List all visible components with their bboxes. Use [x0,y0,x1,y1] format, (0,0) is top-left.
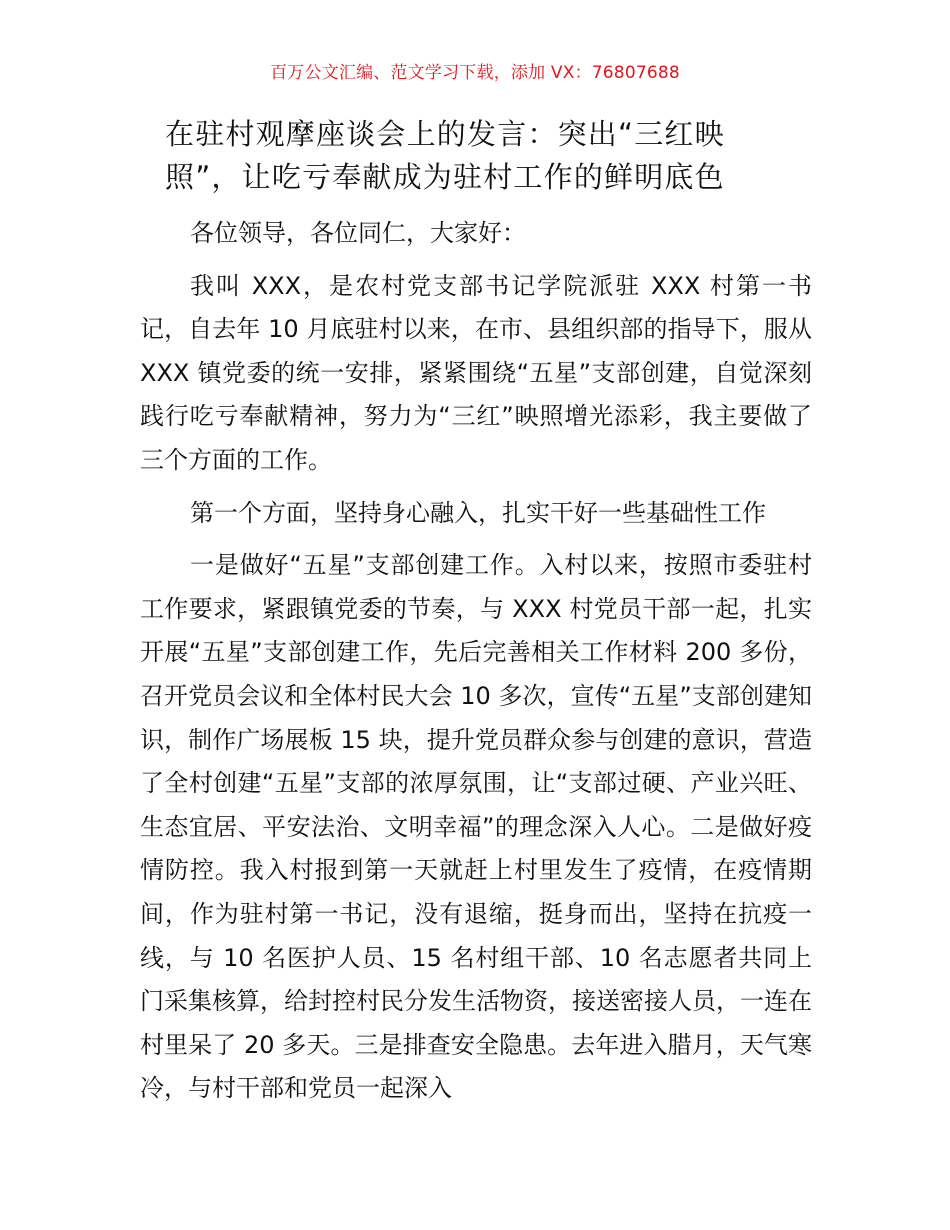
title-line-1: 在驻村观摩座谈会上的发言：突出“三红映 [165,117,725,151]
section-heading: 第一个方面，坚持身心融入，扎实干好一些基础性工作 [190,498,766,527]
body-paragraph: 一是做好“五星”支部创建工作。入村以来，按照市委驻村工作要求，紧跟镇党委的节奏，与 XXX 村党员干部一起，扎实开展“五星”支部创建工作，先后完善相关工作材料 200 多份，召开党员会议和全体村民大会 10 多次，宣传“五星”支部创建知识，制作广场展板 15 块，提升党员群众参与创建的意识，营造了全村创建“五星”支部的浓厚氛围，让“支部过硬、产业兴旺、生态宜居、平安法治、文明幸福”的理念深入人心。二是做好疫情防控。我入村报到第一天就赶上村里发生了疫情，在疫情期间，作为驻村第一书记，没有退缩，挺身而出，坚持在抗疫一线，与 10 名医护人员、15 名村组干部、10 名志愿者共同上门采集核算，给封控村民分发生活物资，接送密接人员，一连在村里呆了 20 多天。三是排查安全隐患。去年进入腊月，天气寒冷，与村干部和党员一起深入 [140,551,812,1103]
header-banner: 百万公文汇编、范文学习下载，添加 VX：76807688 [270,63,680,83]
intro-paragraph: 我叫 XXX，是农村党支部书记学院派驻 XXX 村第一书记，自去年 10 月底驻村以来，在市、县组织部的指导下，服从 XXX 镇党委的统一安排，紧紧围绕“五星”支部创建，自觉深刻践行吃亏奉献精神，努力为“三红”映照增光添彩，我主要做了三个方面的工作。 [140,271,812,474]
greeting-paragraph: 各位领导，各位同仁，大家好： [190,219,526,247]
document-body [140,212,812,1120]
document-title [140,113,812,199]
title-line-2: 照”，让吃亏奉献成为驻村工作的鲜明底色 [165,160,725,194]
